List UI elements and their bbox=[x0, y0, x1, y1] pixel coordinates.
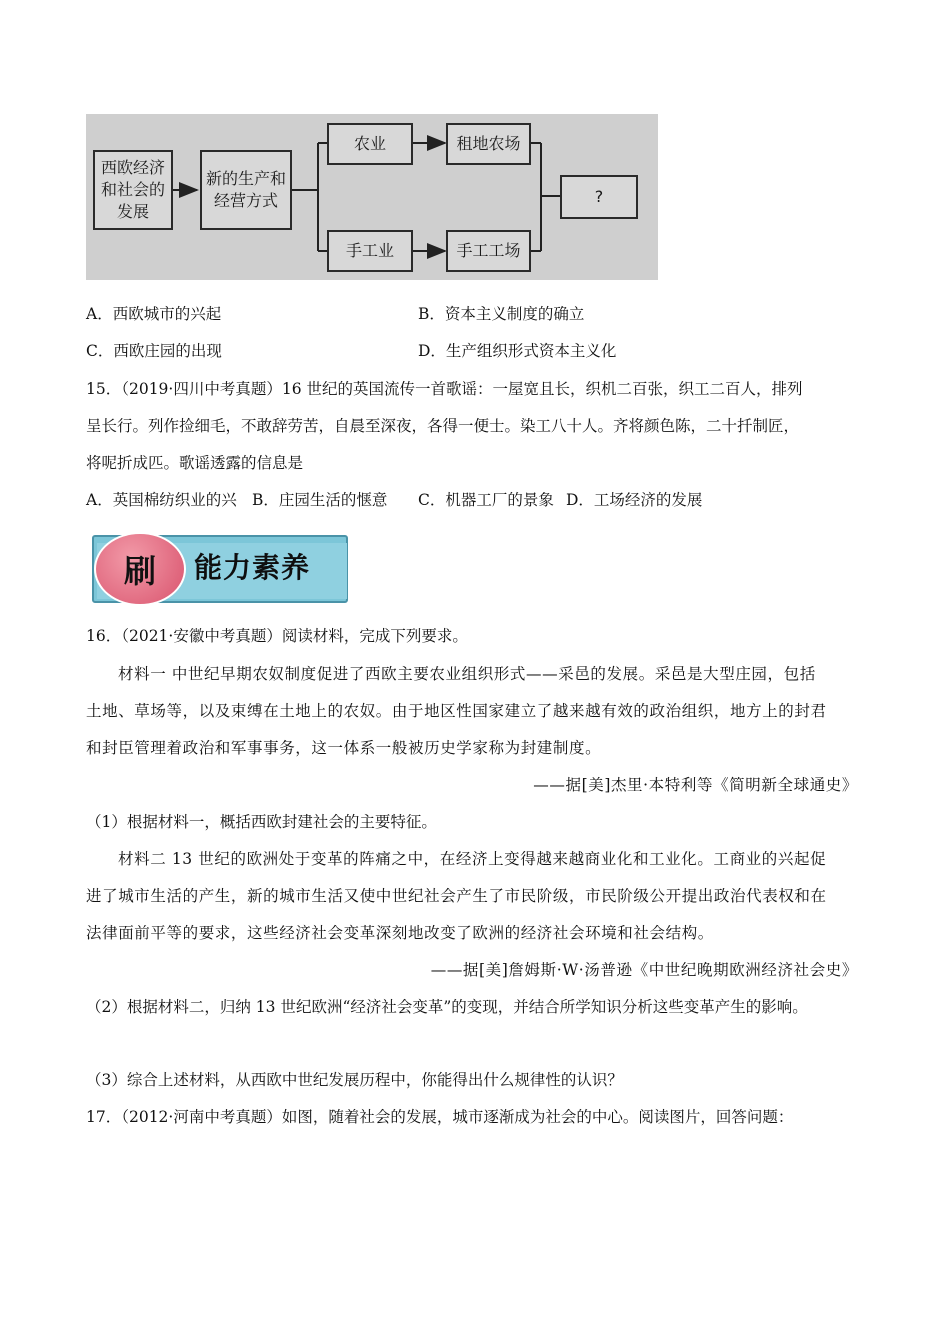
diagram-box1-line3: 发展 bbox=[116, 202, 149, 221]
q14-option-d: D．生产组织形式资本主义化 bbox=[418, 342, 617, 360]
diagram-box2-line2: 经营方式 bbox=[213, 191, 278, 210]
q15-option-d: D．工场经济的发展 bbox=[566, 491, 703, 509]
q14-option-a: A．西欧城市的兴起 bbox=[86, 305, 222, 323]
q17-line-1: 17．（2012·河南中考真题）如图，随着社会的发展，城市逐渐成为社会的中心。阅读图片，回答问题： bbox=[86, 1108, 794, 1126]
q16-question-3: （3）综合上述材料，从西欧中世纪发展历程中，你能得出什么规律性的认识？ bbox=[86, 1071, 623, 1089]
diagram-box-agriculture bbox=[327, 123, 413, 165]
q15-line-2: 呈长行。列作捡细毛，不敢辞劳苦，自晨至深夜，各得一便士。染工八十人。齐将颜色陈，二十扦制匠， bbox=[86, 417, 800, 435]
diagram-box-handicraft bbox=[327, 230, 413, 272]
q15-line-3: 将呢折成匹。歌谣透露的信息是 bbox=[86, 454, 304, 472]
q16-material2-line-1: 材料二 13 世纪的欧洲处于变革的阵痛之中，在经济上变得越来越商业化和工业化。工商业的兴起促 bbox=[118, 850, 827, 868]
diagram-box6-label: 手工工场 bbox=[456, 241, 521, 260]
q16-material1-line-1: 材料一 中世纪早期农奴制度促进了西欧主要农业组织形式——采邑的发展。采邑是大型庄园，包括 bbox=[118, 665, 816, 683]
diagram-box-tenant-farm bbox=[446, 123, 531, 165]
diagram-box4-label: 租地农场 bbox=[456, 134, 521, 153]
q16-question-1: （1）根据材料一，概括西欧封建社会的主要特征。 bbox=[86, 813, 437, 831]
q15-line-1: 15．（2019·四川中考真题）16 世纪的英国流传一首歌谣：一屋宽且长，织机二百张，织工二百人，排列 bbox=[86, 380, 803, 398]
q14-option-c: C．西欧庄园的出现 bbox=[86, 342, 222, 360]
diagram-box-workshop bbox=[446, 230, 531, 272]
q15-option-c: C．机器工厂的景象 bbox=[418, 491, 554, 509]
q16-material2-line-3: 法律面前平等的要求，这些经济社会变革深刻地改变了欧洲的经济社会环境和社会结构。 bbox=[86, 924, 714, 942]
flow-diagram-image bbox=[86, 114, 658, 280]
diagram-box5-label: 手工业 bbox=[345, 241, 394, 260]
q14-option-b: B．资本主义制度的确立 bbox=[418, 305, 585, 323]
q16-material1-source: ——据[美]杰里·本特利等《简明新全球通史》 bbox=[533, 776, 858, 794]
q15-option-b: B．庄园生活的惬意 bbox=[252, 491, 388, 509]
q16-question-2: （2）根据材料二，归纳 13 世纪欧洲“经济社会变革”的变现，并结合所学知识分析这些变革产生的影响。 bbox=[86, 998, 808, 1016]
diagram-box2-line1: 新的生产和 bbox=[205, 169, 286, 188]
q16-material1-line-2: 土地、草场等，以及束缚在土地上的农奴。由于地区性国家建立了越来越有效的政治组织，地方上的封君 bbox=[86, 702, 827, 720]
banner-title: 能力素养 bbox=[194, 551, 311, 584]
diagram-box-unknown bbox=[560, 175, 638, 219]
diagram-box7-label: ? bbox=[594, 187, 604, 206]
banner-badge bbox=[94, 532, 186, 606]
q16-material1-line-3: 和封臣管理着政治和军事事务，这一体系一般被历史学家称为封建制度。 bbox=[86, 739, 602, 757]
q16-material2-source: ——据[美]詹姆斯·W·汤普逊《中世纪晚期欧洲经济社会史》 bbox=[430, 961, 858, 979]
diagram-box-new-production-mode bbox=[200, 150, 292, 230]
section-banner bbox=[92, 532, 350, 606]
q16-intro: 16．（2021·安徽中考真题）阅读材料，完成下列要求。 bbox=[86, 627, 468, 645]
q16-material2-line-2: 进了城市生活的产生，新的城市生活又使中世纪社会产生了市民阶级，市民阶级公开提出政治代表权和在 bbox=[86, 887, 827, 905]
q15-option-a: A．英国棉纺织业的兴 bbox=[86, 491, 237, 509]
diagram-box-west-europe-development bbox=[93, 150, 173, 230]
diagram-box1-line1: 西欧经济 bbox=[100, 158, 165, 177]
diagram-box1-line2: 和社会的 bbox=[100, 180, 165, 199]
banner-badge-char: 刷 bbox=[123, 552, 156, 590]
diagram-box3-label: 农业 bbox=[353, 134, 386, 153]
